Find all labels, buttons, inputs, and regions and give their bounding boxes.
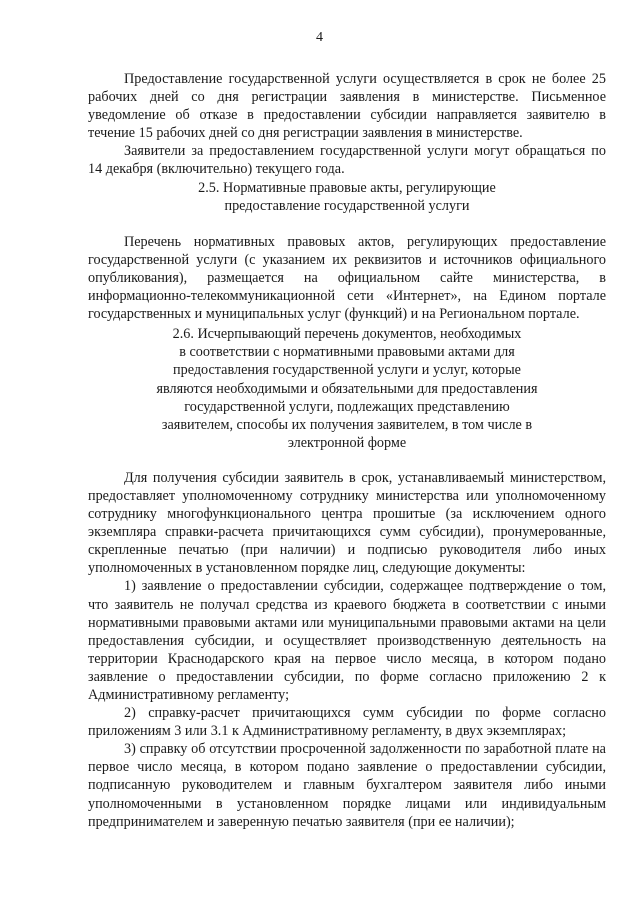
paragraph-applicants-deadline: Заявители за предоставлением государственной услуги могут обращаться по 14 декабря (включительно) текущего года. [88,143,606,178]
section-heading-2-5 [88,179,606,215]
paragraph-deadline: Предоставление государственной услуги осуществляется в срок не более 25 рабочих дней со дня регистрации заявления в министерстве. Письменное уведомление об отказе в предоставлении субсидии направляется заявителю в течение 15 рабочих дней со дня регистрации заявления в министерстве. [88,71,606,142]
heading-line: электронной форме [287,434,407,451]
document-body [88,70,606,831]
heading-line: 2.6. Исчерпывающий перечень документов, необходимых [172,326,522,343]
heading-line: предоставления государственной услуги и услуг, которые [173,362,521,379]
heading-line: являются необходимыми и обязательными для предоставления [156,380,538,397]
heading-line: государственной услуги, подлежащих представлению [184,398,510,415]
page-number: 4 [316,30,323,45]
list-item-calculation: 2) справку-расчет причитающихся сумм субсидии по форме согласно приложениям 3 или 3.1 к Административному регламенту, в двух экземплярах; [88,705,606,740]
list-item-salary-certificate: 3) справку об отсутствии просроченной задолженности по заработной плате на первое число месяца, в котором подано заявление о предоставлении субсидии, подписанную руководителем и главным бухгалтером заявителя либо иными уполномоченными в установленном порядке лицами или индивидуальным предпринимателем и заверенную печатью заявителя (при ее наличии); [88,741,606,830]
paragraph-documents-intro: Для получения субсидии заявитель в срок, устанавливаемый министерством, предоставляет уполномоченному сотруднику министерства или уполномоченному сотруднику многофункционального центра прошитые (за исключением одного экземпляра справки-расчета причитающихся сумм субсидии), пронумерованные, скрепленные печатью (при наличии) и подписью руководителя либо иных уполномоченных в установленном порядке лиц, следующие документы: [88,469,606,577]
heading-line: заявителем, способы их получения заявителем, в том числе в [161,416,533,433]
list-item-application: 1) заявление о предоставлении субсидии, содержащее подтверждение о том, что заявитель не получал средства из краевого бюджета в соответствии с иными нормативными правовыми актами или муниципальными правовыми актами на цели предоставления субсидии, и осуществляет производственную деятельность на территории Краснодарского края на первое число месяца, в котором подано заявление о предоставлении субсидии, по форме согласно приложению 2 к Административному регламенту; [88,578,606,703]
heading-line: предоставление государственной услуги [224,197,470,214]
heading-line: 2.5. Нормативные правовые акты, регулирующие [198,179,496,196]
heading-line: в соответствии с нормативными правовыми актами для [179,344,515,361]
section-heading-2-6 [88,325,606,452]
paragraph-legal-acts: Перечень нормативных правовых актов, регулирующих предоставление государственной услуги (с указанием их реквизитов и источников официального опубликования), размещается на официальном сайте министерства, в информационно-телекоммуникационной сети «Интернет», на Едином портале государственных и муниципальных услуг (функций) и на Региональном портале. [88,233,606,323]
